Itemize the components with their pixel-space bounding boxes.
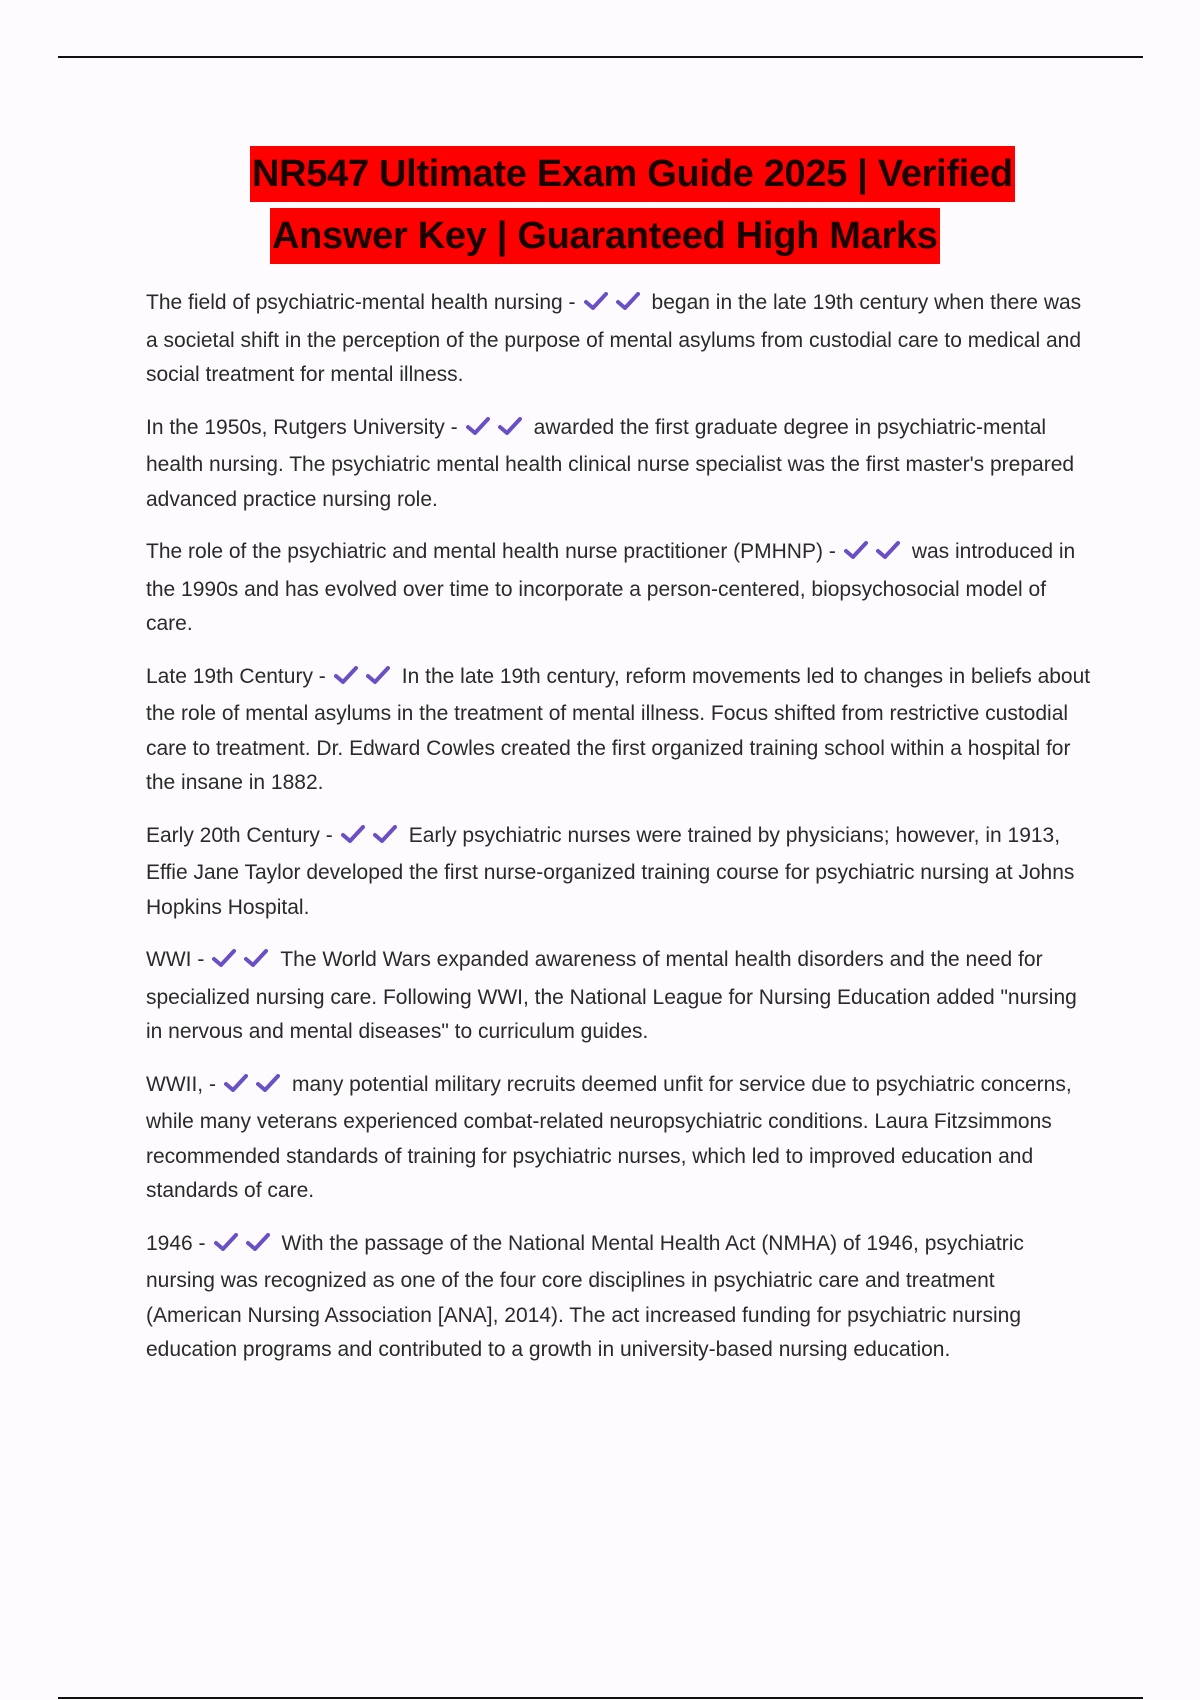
check-icon	[844, 541, 870, 561]
check-icon	[334, 666, 360, 686]
term-separator: -	[192, 1231, 206, 1255]
term-separator: -	[822, 540, 836, 563]
check-icon	[876, 541, 902, 561]
check-icon	[214, 1233, 240, 1253]
term-separator: -	[562, 291, 576, 314]
bottom-rule	[58, 1697, 1143, 1699]
term-separator: -	[203, 1072, 216, 1096]
entry-answer: awarded the first graduate degree in psychiatric-mental health nursing. The psychiatric mental health clinical nurse specialist was the first master's prepared advanced practice nursing role.	[146, 415, 1075, 511]
double-check-icon	[214, 1230, 278, 1265]
check-icon	[224, 1074, 250, 1094]
qa-entry	[146, 819, 1096, 926]
entry-term: WWI	[146, 948, 192, 971]
entry-answer: many potential military recruits deemed unfit for service due to psychiatric concerns, while many veterans experienced combat-related neuropsychiatric conditions. Laura Fitzsimmons recommended standards of training for psychiatric nurses, which led to improved education and standards of care.	[146, 1072, 1072, 1202]
entry-answer: In the late 19th century, reform movements led to changes in beliefs about the role of mental asylums in the treatment of mental illness. Focus shifted from restrictive custodial care to treatment. Dr. Edward Cowles created the first organized training school within a hospital for the insane in 1882.	[146, 664, 1091, 794]
double-check-icon	[466, 414, 530, 449]
entry-term: 1946	[146, 1231, 193, 1255]
check-icon	[498, 417, 524, 437]
check-icon	[256, 1074, 282, 1094]
qa-entry	[146, 943, 1096, 1050]
check-icon	[341, 825, 367, 845]
title-line-2: Answer Key | Guaranteed High Marks	[270, 208, 940, 264]
double-check-icon	[224, 1071, 288, 1106]
double-check-icon	[334, 663, 398, 698]
check-icon	[246, 1233, 272, 1253]
entry-term: Late 19th Century	[146, 664, 313, 688]
qa-entry	[146, 1227, 1096, 1368]
term-separator: -	[191, 948, 205, 971]
check-icon	[212, 949, 238, 969]
double-check-icon	[844, 538, 908, 573]
entry-answer: began in the late 19th century when there was a societal shift in the perception of the purpose of mental asylums from custodial care to medical and social treatment for mental illness.	[146, 291, 1082, 386]
qa-list	[146, 286, 1096, 1386]
double-check-icon	[212, 946, 276, 981]
entry-term: The field of psychiatric-mental health nursing	[146, 291, 563, 314]
entry-term: Early 20th Century	[146, 823, 320, 847]
qa-entry	[146, 286, 1096, 393]
top-rule	[58, 56, 1143, 58]
entry-answer: With the passage of the National Mental Health Act (NMHA) of 1946, psychiatric nursing was recognized as one of the four core disciplines in psychiatric care and treatment (American Nursing Association [ANA], 2014). The act increased funding for psychiatric nursing education programs and contributed to a growth in university-based nursing education.	[146, 1231, 1024, 1361]
double-check-icon	[584, 289, 648, 324]
double-check-icon	[341, 822, 405, 857]
title-line-1: NR547 Ultimate Exam Guide 2025 | Verified	[250, 146, 1015, 202]
check-icon	[584, 292, 610, 312]
qa-entry	[146, 411, 1096, 518]
entry-term: WWII,	[146, 1072, 204, 1096]
entry-term: The role of the psychiatric and mental health nurse practitioner (PMHNP)	[146, 540, 823, 563]
check-icon	[616, 292, 642, 312]
qa-entry	[146, 660, 1096, 801]
term-separator: -	[444, 415, 458, 439]
check-icon	[373, 825, 399, 845]
term-separator: -	[312, 664, 326, 688]
qa-entry	[146, 535, 1096, 642]
check-icon	[466, 417, 492, 437]
qa-entry	[146, 1068, 1096, 1209]
term-separator: -	[319, 823, 333, 847]
entry-answer: was introduced in the 1990s and has evolved over time to incorporate a person-centered, biopsychosocial model of care.	[146, 540, 1076, 635]
entry-term: In the 1950s, Rutgers University	[146, 415, 445, 439]
check-icon	[244, 949, 270, 969]
entry-answer: The World Wars expanded awareness of mental health disorders and the need for specialized nursing care. Following WWI, the National League for Nursing Education added "nursing in nervous and mental diseases" to curriculum guides.	[146, 948, 1077, 1043]
entry-answer: Early psychiatric nurses were trained by physicians; however, in 1913, Effie Jane Taylor developed the first nurse-organized training course for psychiatric nursing at Johns Hopkins Hospital.	[146, 823, 1075, 919]
check-icon	[366, 666, 392, 686]
